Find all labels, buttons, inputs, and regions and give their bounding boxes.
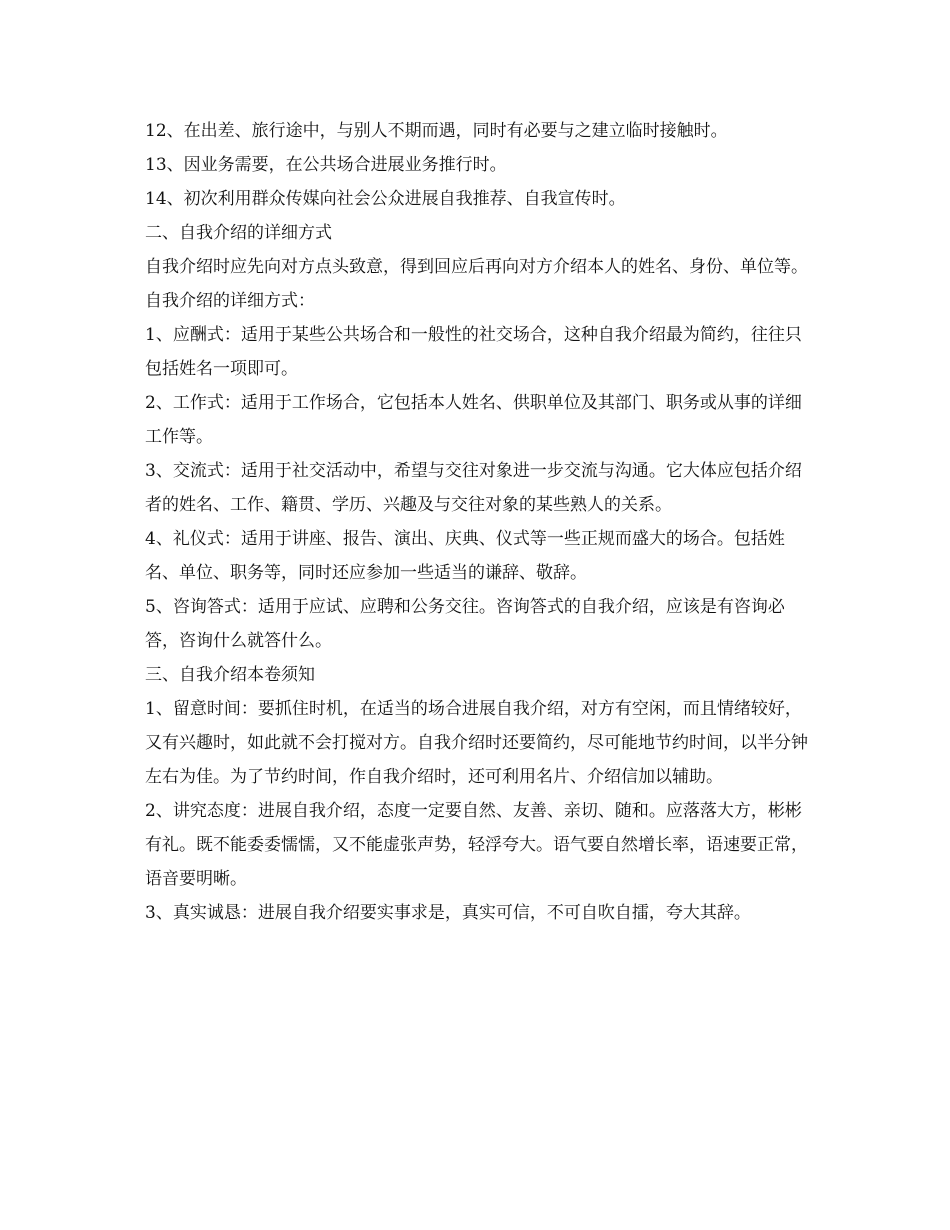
list-item-12: 12、在出差、旅行途中，与别人不期而遇，同时有必要与之建立临时接触时。 — [145, 121, 728, 141]
list-item-14: 14、初次利用群众传媒向社会公众进展自我推荐、自我宣传时。 — [145, 189, 626, 209]
section-heading-notes: 三、自我介绍本卷须知 — [145, 665, 315, 685]
note-item-3: 3、真实诚恳：进展自我介绍要实事求是，真实可信，不可自吹自擂，夸大其辞。 — [145, 903, 751, 923]
section-heading-methods: 二、自我介绍的详细方式 — [145, 223, 332, 243]
method-item-1: 1、应酬式：适用于某些公共场合和一般性的社交场合，这种自我介绍最为简约，往往只包括姓名一项即可。 — [145, 325, 802, 379]
method-item-5: 5、咨询答式：适用于应试、应聘和公务交往。咨询答式的自我介绍，应该是有咨询必答，咨询什么就答什么。 — [145, 597, 785, 651]
method-item-3: 3、交流式：适用于社交活动中，希望与交往对象进一步交流与沟通。它大体应包括介绍者的姓名、工作、籍贯、学历、兴趣及与交往对象的某些熟人的关系。 — [145, 461, 802, 515]
method-item-4: 4、礼仪式：适用于讲座、报告、演出、庆典、仪式等一些正规而盛大的场合。包括姓名、单位、职务等，同时还应参加一些适当的谦辞、敬辞。 — [145, 529, 785, 583]
list-item-13: 13、因业务需要，在公共场合进展业务推行时。 — [145, 155, 507, 175]
note-item-2: 2、讲究态度：进展自我介绍，态度一定要自然、友善、亲切、随和。应落落大方，彬彬有礼。既不能委委懦懦，又不能虚张声势，轻浮夸大。语气要自然增长率，语速要正常，语音要明晰。 — [145, 801, 808, 889]
section-intro: 自我介绍时应先向对方点头致意，得到回应后再向对方介绍本人的姓名、身份、单位等。自我介绍的详细方式： — [145, 257, 808, 311]
document-body — [145, 114, 810, 930]
note-item-1: 1、留意时间：要抓住时机，在适当的场合进展自我介绍，对方有空闲，而且情绪较好，又有兴趣时，如此就不会打搅对方。自我介绍时还要简约，尽可能地节约时间，以半分钟左右为佳。为了节约时间，作自我介绍时，还可利用名片、介绍信加以辅助。 — [145, 699, 808, 787]
method-item-2: 2、工作式：适用于工作场合，它包括本人姓名、供职单位及其部门、职务或从事的详细工作等。 — [145, 393, 802, 447]
